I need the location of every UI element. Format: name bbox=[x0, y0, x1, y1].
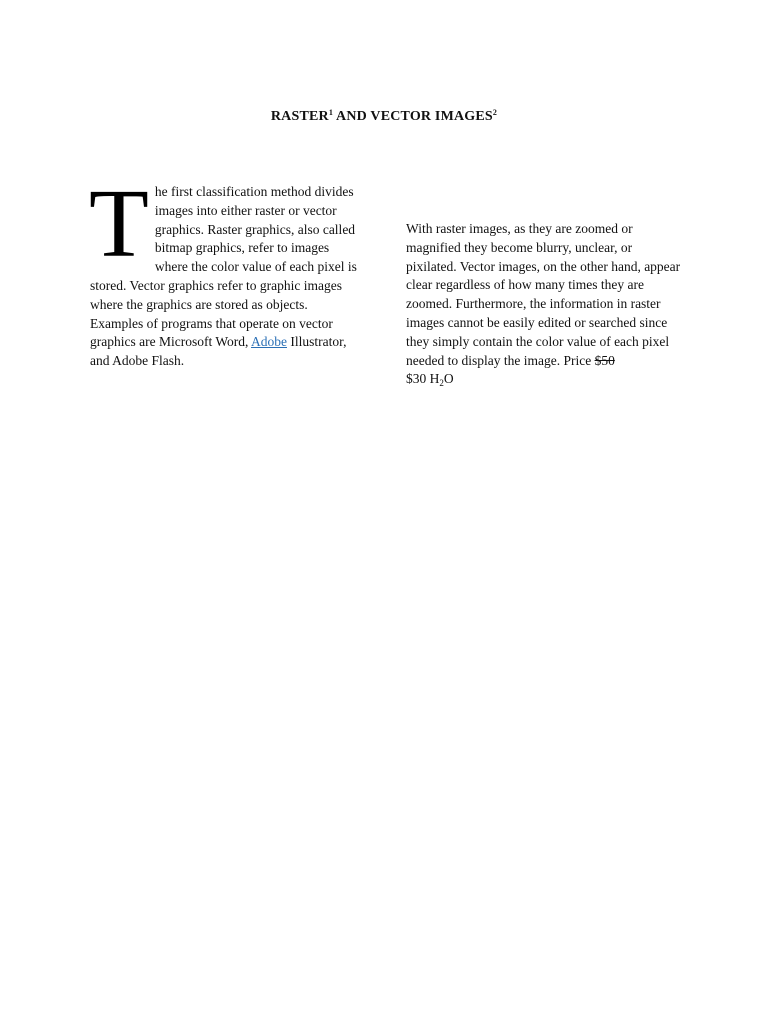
formula-base: H bbox=[429, 371, 440, 387]
left-text-part-2: Illustrator, and Adobe Flash. bbox=[90, 334, 347, 369]
document-title bbox=[0, 109, 768, 125]
footnote-ref-2[interactable]: 2 bbox=[492, 108, 498, 117]
new-price: $30 bbox=[406, 371, 427, 387]
title-rest: AND VECTOR IMAGES bbox=[333, 109, 493, 124]
right-text: With raster images, as they are zoomed or magnified they become blurry, unclear, or pixilated. Vector images, on the other hand, appear clear regardless of how many times they are zoomed. Furthermore, the information in raster images cannot be easily edited or searched since they simply contain the color value of each pixel needed to display the image. Price bbox=[406, 221, 681, 368]
formula-rest: O bbox=[443, 371, 454, 387]
footnote-ref-1[interactable]: 1 bbox=[328, 108, 334, 117]
right-column-paragraph bbox=[406, 220, 684, 390]
adobe-link[interactable]: Adobe bbox=[251, 334, 287, 350]
drop-cap-letter: T bbox=[89, 170, 149, 278]
title-word-raster: RASTER bbox=[270, 109, 329, 124]
old-price: $50 bbox=[594, 352, 615, 368]
formula-subscript: 2 bbox=[439, 378, 444, 389]
left-text-part-1: he first classification method divides images into either raster or vector graphics. Raster graphics, also called bitmap graphics, refer to images where the color value of each pixel is stored. Vector graphics refer to graphic images where the graphics are stored as objects. Examples of programs that operate on vector graphics are Microsoft Word, bbox=[90, 184, 357, 350]
water-formula bbox=[429, 371, 454, 389]
left-column-paragraph bbox=[89, 170, 362, 371]
